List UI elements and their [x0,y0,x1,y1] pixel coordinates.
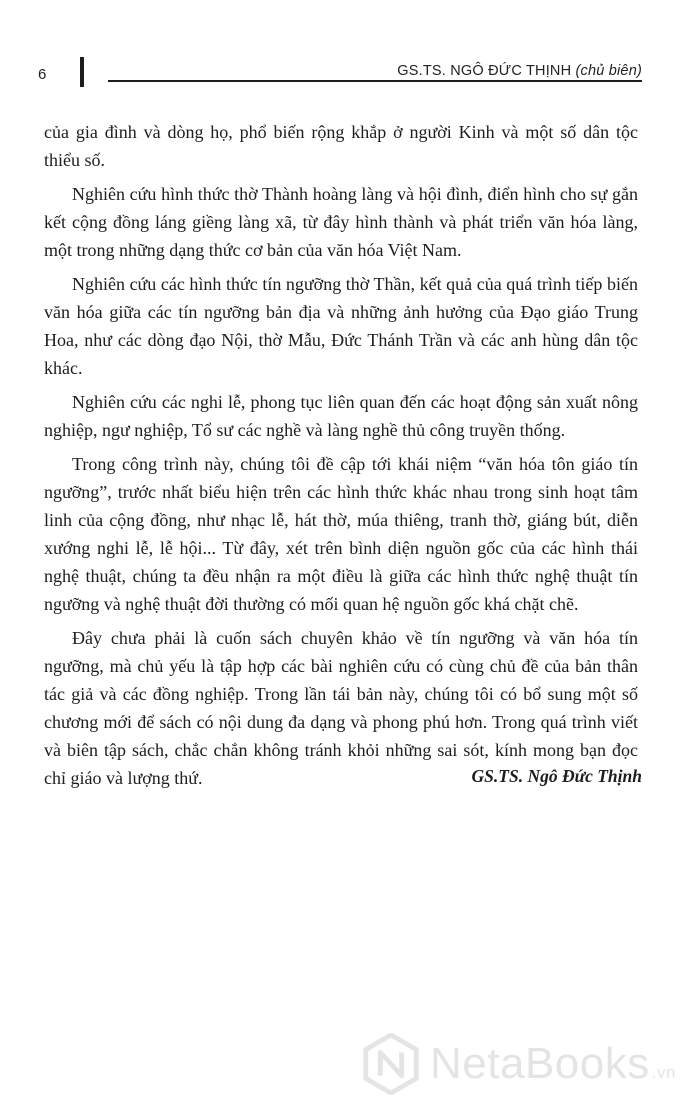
paragraph: Trong công trình này, chúng tôi đề cập tới khái niệm “văn hóa tôn giáo tín ngưỡng”, trước nhất biểu hiện trên các hình thức khác nhau trong sinh hoạt tâm linh của cộng đồng, như nhạc lễ, hát thờ, múa thiêng, tranh thờ, giáng bút, diễn xướng nghi lễ, lễ hội... Từ đây, xét trên bình diện nguồn gốc của các hình thái nghệ thuật, chúng ta đều nhận ra một điều là giữa các hình thức nghệ thuật tín ngưỡng và nghệ thuật đời thường có mối quan hệ nguồn gốc khá chặt chẽ. [44,454,638,614]
paragraph: Nghiên cứu các hình thức tín ngưỡng thờ Thần, kết quả của quá trình tiếp biến văn hóa giữa các tín ngưỡng bản địa và những ảnh hưởng của Đạo giáo Trung Hoa, như các dòng đạo Nội, thờ Mẫu, Đức Thánh Trần và các anh hùng dân tộc khác. [44,274,638,378]
header-vertical-bar [80,57,84,87]
paragraph: Nghiên cứu hình thức thờ Thành hoàng làng và hội đình, điển hình cho sự gắn kết cộng đồng láng giềng làng xã, từ đây hình thành và phát triển văn hóa làng, một trong những dạng thức cơ bản của văn hóa Việt Nam. [44,184,638,260]
watermark-suffix: .vn [651,1063,676,1082]
body-text [44,118,638,798]
page-number: 6 [38,66,47,83]
netabooks-logo-icon [360,1033,422,1095]
header-rule [108,80,642,82]
running-head [397,63,642,79]
paragraph: Nghiên cứu các nghi lễ, phong tục liên quan đến các hoạt động sản xuất nông nghiệp, ngư nghiệp, Tổ sư các nghề và làng nghề thủ công truyền thống. [44,392,638,440]
running-head-author: GS.TS. NGÔ ĐỨC THỊNH [397,63,572,79]
watermark [360,1030,676,1098]
running-head-role: (chủ biên) [575,63,642,79]
watermark-text [430,1039,676,1089]
paragraph: Đây chưa phải là cuốn sách chuyên khảo về tín ngưỡng và văn hóa tín ngưỡng, mà chủ yếu là tập hợp các bài nghiên cứu có cùng chủ đề của bản thân tác giả và các đồng nghiệp. Trong lần tái bản này, chúng tôi có bổ sung một số chương mới để sách có nội dung đa dạng và phong phú hơn. Trong quá trình viết và biên tập sách, chắc chắn không tránh khỏi những sai sót, kính mong bạn đọc chỉ giáo và lượng thứ. [44,628,638,788]
watermark-brand: NetaBooks [430,1039,650,1088]
author-signature: GS.TS. Ngô Đức Thịnh [471,766,642,786]
paragraph-continuation: của gia đình và dòng họ, phổ biến rộng khắp ở người Kinh và một số dân tộc thiểu số. [44,122,638,170]
